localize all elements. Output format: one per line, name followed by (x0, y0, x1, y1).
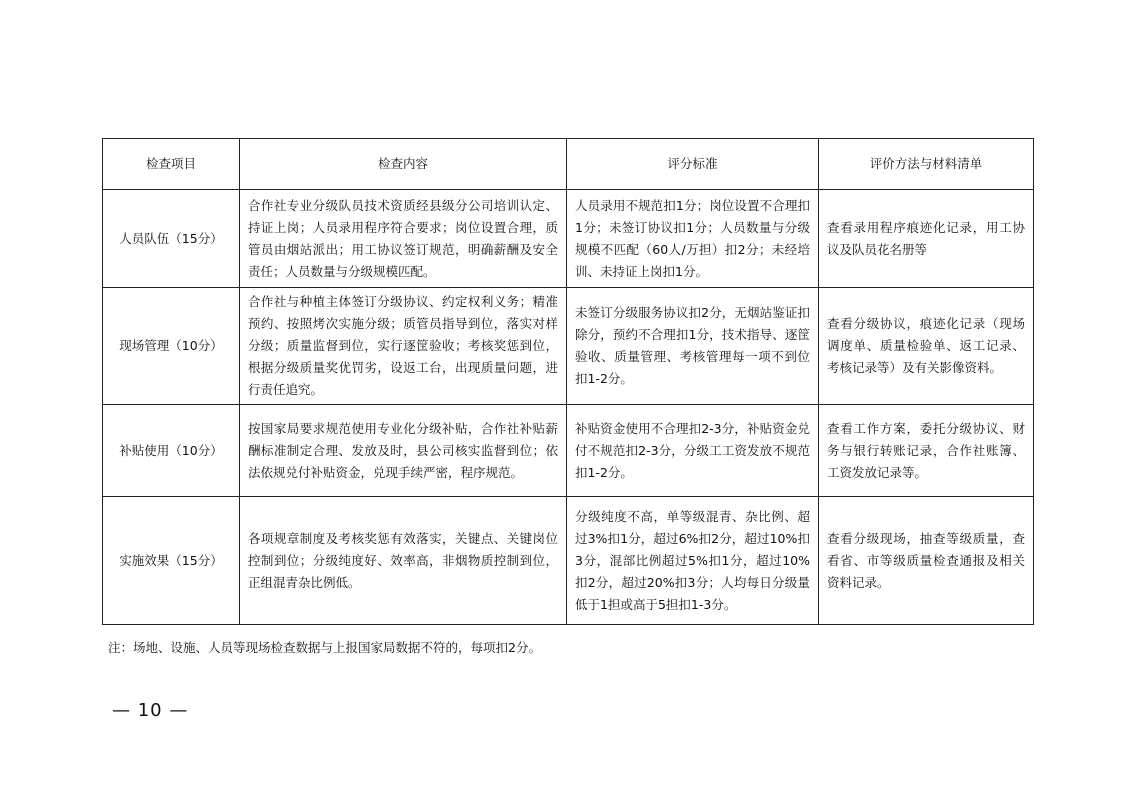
check-content-cell: 合作社专业分级队员技术资质经县级分公司培训认定、持证上岗；人员录用程序符合要求；岗位设置合理，质管员由烟站派出；用工协议签订规范，明确薪酬及安全责任；人员数量与分级规模匹配。 (240, 190, 567, 288)
evaluation-method-cell: 查看分级现场，抽查等级质量，查看省、市等级质量检查通报及相关资料记录。 (819, 497, 1034, 625)
scoring-criteria-cell: 未签订分级服务协议扣2分，无烟站鉴证扣除分，预约不合理扣1分，技术指导、逐筐验收、质量管理、考核管理每一项不到位扣1-2分。 (567, 288, 819, 405)
check-item-cell: 补贴使用（10分） (103, 405, 240, 497)
table-row (103, 405, 1034, 497)
check-item-cell: 实施效果（15分） (103, 497, 240, 625)
header-check-content: 检查内容 (240, 139, 567, 190)
evaluation-method-cell: 查看工作方案，委托分级协议、财务与银行转账记录，合作社账簿、工资发放记录等。 (819, 405, 1034, 497)
scoring-criteria-cell: 补贴资金使用不合理扣2-3分，补贴资金兑付不规范扣2-3分，分级工工资发放不规范扣1-2分。 (567, 405, 819, 497)
table-footnote: 注：场地、设施、人员等现场检查数据与上报国家局数据不符的，每项扣2分。 (108, 640, 541, 655)
check-item-cell: 现场管理（10分） (103, 288, 240, 405)
scoring-criteria-cell: 分级纯度不高，单等级混青、杂比例、超过3%扣1分，超过6%扣2分，超过10%扣3分，混部比例超过5%扣1分，超过10%扣2分，超过20%扣3分；人均每日分级量低于1担或高于5担扣1-3分。 (567, 497, 819, 625)
check-content-cell: 各项规章制度及考核奖惩有效落实，关键点、关键岗位控制到位；分级纯度好、效率高，非烟物质控制到位，正组混青杂比例低。 (240, 497, 567, 625)
table-row (103, 497, 1034, 625)
table-row (103, 190, 1034, 288)
table-row (103, 288, 1034, 405)
evaluation-method-cell: 查看录用程序痕迹化记录，用工协议及队员花名册等 (819, 190, 1034, 288)
check-item-cell: 人员队伍（15分） (103, 190, 240, 288)
assessment-table (102, 138, 1034, 625)
evaluation-method-cell: 查看分级协议，痕迹化记录（现场调度单、质量检验单、返工记录、考核记录等）及有关影像资料。 (819, 288, 1034, 405)
assessment-table-container (102, 138, 1033, 625)
page-number: — 10 — (112, 700, 189, 721)
header-evaluation-method: 评价方法与材料清单 (819, 139, 1034, 190)
check-content-cell: 合作社与种植主体签订分级协议、约定权利义务；精准预约、按照烤次实施分级；质管员指导到位，落实对样分级；质量监督到位，实行逐筐验收；考核奖惩到位，根据分级质量奖优罚劣，设返工台，出现质量问题，进行责任追究。 (240, 288, 567, 405)
check-content-cell: 按国家局要求规范使用专业化分级补贴，合作社补贴薪酬标准制定合理、发放及时，县公司核实监督到位；依法依规兑付补贴资金，兑现手续严密，程序规范。 (240, 405, 567, 497)
header-scoring-criteria: 评分标准 (567, 139, 819, 190)
table-header-row (103, 139, 1034, 190)
scoring-criteria-cell: 人员录用不规范扣1分；岗位设置不合理扣1分；未签订协议扣1分；人员数量与分级规模不匹配（60人/万担）扣2分；未经培训、未持证上岗扣1分。 (567, 190, 819, 288)
header-check-item: 检查项目 (103, 139, 240, 190)
